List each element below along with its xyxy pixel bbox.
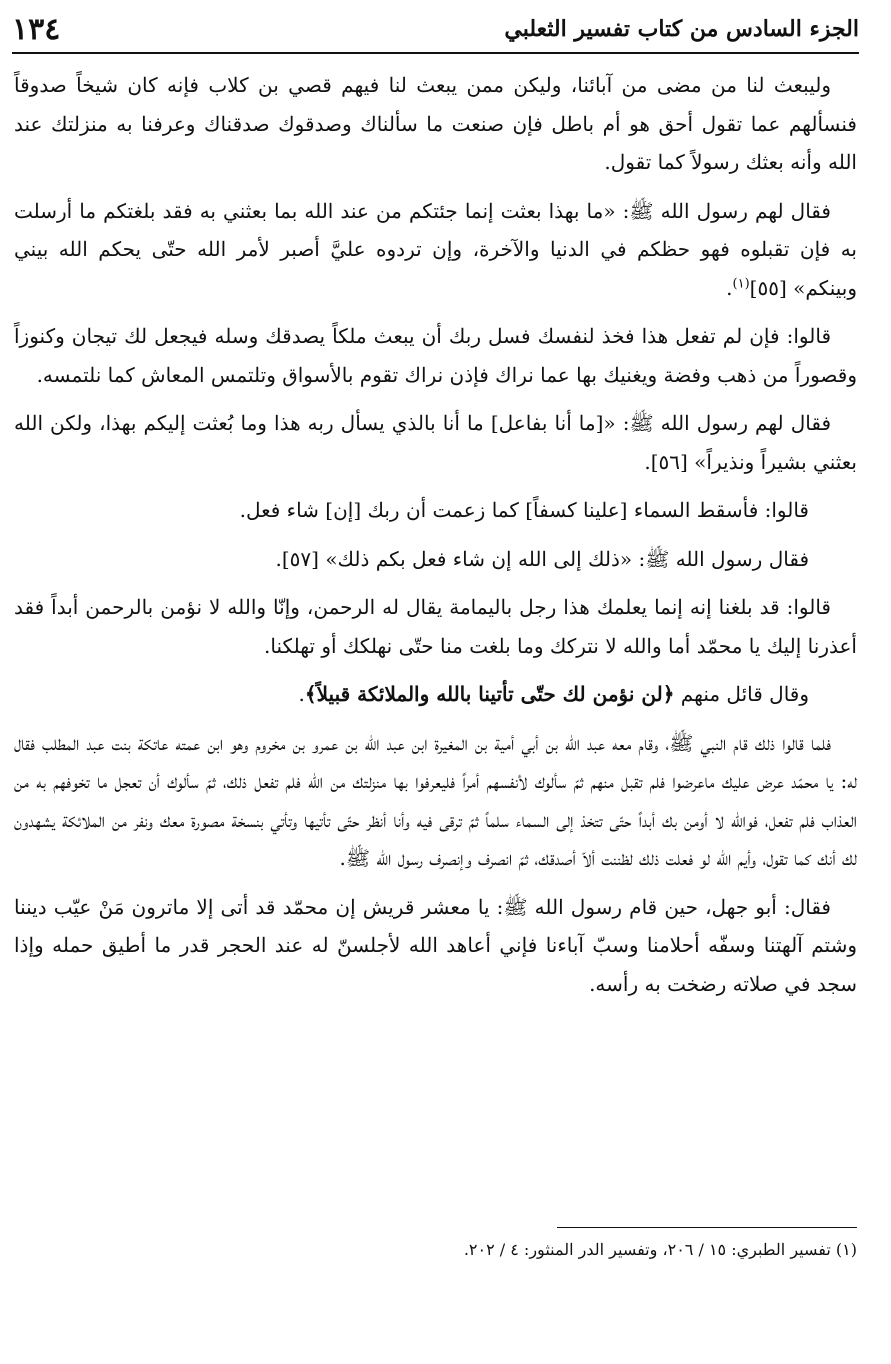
paragraph-8: فلما قالوا ذلك قام النبي ﷺ، وقام معه عبد الله بن أبي أمية بن المغيرة ابن عبد الله بن عمرو بن مخروم وهو ابن عمته عاتكة بنت عبد المطلب فقال له: يا محمّد عرض عليك ماعرضوا فلم تقبل منهم ثمّ سألوك لأنفسهم أمراً فليعرفوا بها منزلتك من الله فلم تفعل ذلك، ثمّ سألوك أن تعجل ما تخوفهم به من العذاب فلم تفعل، فوالله لا أومن بك أبداً حتّى تتخذ إلى السماء سلماً ثمّ ترقى فيه وأنا أنظر حتّى تأتيها وتأتي بنسخة مصورة معك ونفر من الملائكة يشهدون لك أنك كما تقول، وأيم الله لو فعلت ذلك لظننت ألاّ أصدقك، ثمّ انصرف وإنصرف رسول الله ﷺ. — [14, 730, 857, 870]
page-header — [12, 8, 859, 50]
paragraph-1: وليبعث لنا من مضى من آبائنا، وليكن ممن يبعث لنا فيهم قصي بن كلاب فإنه كان شيخاً صدوقاً فنسألهم عما تقول أحق هو أم باطل فإن صنعت ما سألناك وصدقوك صدقناك وعرفنا به منزلتك عند الله وأنه بعثك رسولاً كما تقول. — [14, 73, 857, 174]
verse-lead: وقال قائل منهم — [680, 682, 809, 706]
verse-paragraph — [14, 675, 857, 714]
verse-tail: . — [298, 682, 305, 706]
footnote-marker: (١) — [732, 275, 750, 291]
footnote-divider — [557, 1227, 857, 1228]
paragraph-6: فقال رسول الله ﷺ: «ذلك إلى الله إن شاء فعل بكم ذلك» [٥٧]. — [275, 546, 809, 571]
quran-verse: ﴿لن نؤمن لك حتّى تأتينا بالله والملائكة قبيلاً﴾ — [304, 682, 675, 706]
footnote — [14, 1236, 857, 1264]
header-divider — [12, 52, 859, 54]
paragraph-5: قالوا: فأسقط السماء [علينا كسفاً] كما زعمت أن ربك [إن] شاء فعل. — [239, 498, 809, 522]
paragraph-9: فقال: أبو جهل، حين قام رسول الله ﷺ: يا معشر قريش إن محمّد قد أتى إلا ماترون مَنْ عيّب ديننا وشتم آلهتنا وسفّه أحلامنا وسبّ آباءنا فإني أعاهد الله لأجلسنّ له عند الحجر قدر ما أطيق حمله وإذا سجد في صلاته رضخت به رأسه. — [14, 894, 857, 996]
book-title: الجزء السادس من كتاب تفسير الثعلبي — [504, 16, 859, 42]
paragraph-2: فقال لهم رسول الله ﷺ: «ما بهذا بعثت إنما جئتكم من عند الله بما بعثني به فقد بلغتكم ما أرسلت به فإن تقبلوه فهو حظكم في الدنيا والآخرة، وإن تردوه عليَّ أصبر لأمر الله حتّى يحكم الله بيني وبينكم» [٥٥]$^{(١)}$. — [14, 198, 857, 300]
page-body — [14, 66, 857, 1013]
paragraph-3: قالوا: فإن لم تفعل هذا فخذ لنفسك فسل ربك أن يبعث ملكاً يصدقك وسله فيجعل لك تيجان وكنوزاً وقصوراً من ذهب وفضة ويغنيك بها عما نراك فإذن نراك تقوم بالأسواق وتلتمس المعاش كما نلتمسه. — [14, 324, 857, 387]
footnote-number: (١) — [835, 1240, 857, 1259]
paragraph-7: قالوا: قد بلغنا إنه إنما يعلمك هذا رجل باليمامة يقال له الرحمن، وإنّا والله لا نؤمن بالرحمن أبداً فقد أعذرنا إليك يا محمّد أما والله لا نتركك وما بلغت منا حتّى نهلكك أو تهلكنا. — [14, 595, 857, 658]
footnote-text: تفسير الطبري: ١٥ / ٢٠٦، وتفسير الدر المنثور: ٤ / ٢٠٢. — [463, 1240, 831, 1259]
page-number: ١٣٤ — [12, 11, 61, 47]
paragraph-4: فقال لهم رسول الله ﷺ: «[ما أنا بفاعل] ما أنا بالذي يسأل ربه هذا وما بُعثت إليكم بهذا، ولكن الله بعثني بشيراً ونذيراً» [٥٦]. — [14, 411, 857, 474]
paragraph-2-text: فقال لهم رسول الله ﷺ: «ما بهذا بعثت إنما جئتكم من عند الله بما بعثني به فقد بلغتكم ما أرسلت به فإن تقبلوه فهو حظكم في الدنيا والآخرة، وإن تردوه عليَّ أصبر لأمر الله حتّى يحكم الله بيني وبينكم» [٥٥] — [14, 198, 857, 300]
